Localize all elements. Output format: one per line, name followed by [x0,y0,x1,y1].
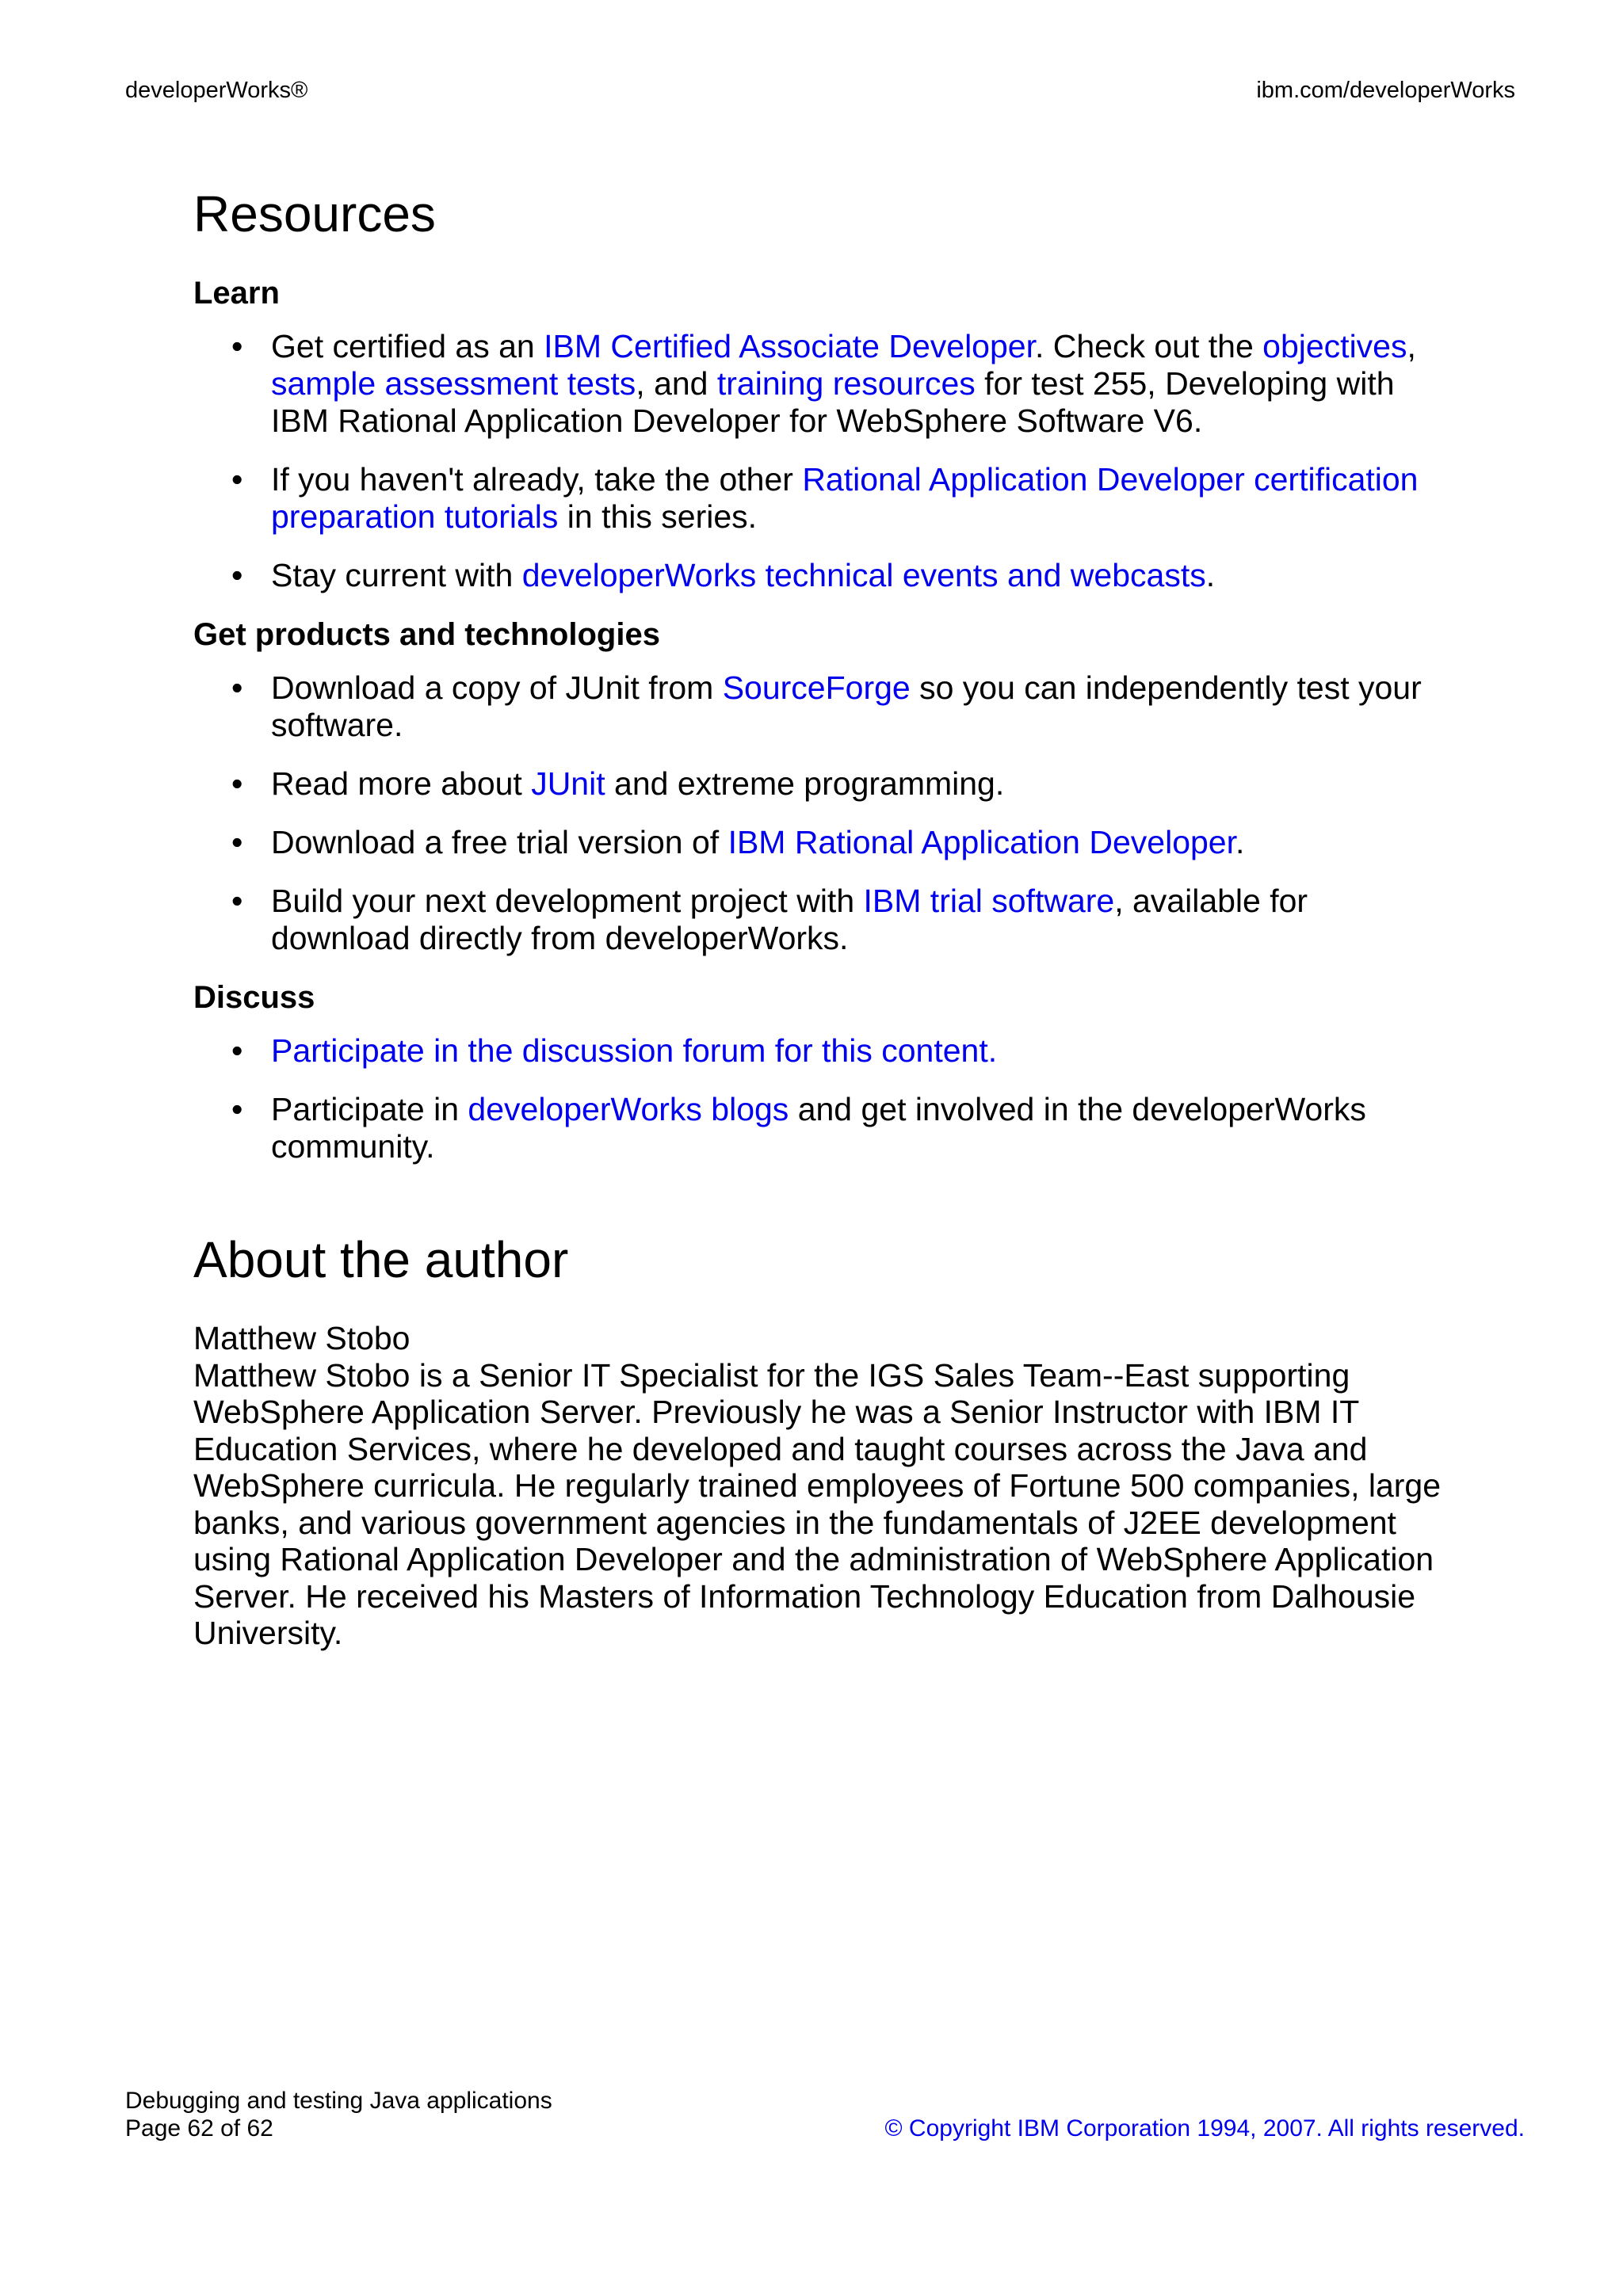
header-brand: developerWorks® [125,78,308,103]
main-content [193,182,1445,1652]
products-list [193,669,1445,957]
page-header [125,76,1515,105]
training-resources-link[interactable]: training resources [716,365,976,402]
list-item: • Build your next development project with IBM trial software, available for download directly from developerWorks. [193,883,1445,957]
ibm-trial-software-link[interactable]: IBM trial software [863,883,1115,919]
footer-page-number: Page 62 of 62 [125,2115,273,2142]
author-title: About the author [193,1231,569,1288]
list-item: • Download a free trial version of IBM Rational Application Developer. [193,824,1445,861]
products-heading: Get products and technologies [193,617,660,652]
rational-app-developer-link[interactable]: IBM Rational Application Developer [727,824,1235,860]
learn-heading: Learn [193,276,280,311]
certification-tutorials-link[interactable]: Rational Application Developer certification preparation tutorials [271,461,1419,535]
discussion-forum-link[interactable]: Participate in the discussion forum for this content. [271,1032,998,1069]
technical-events-link[interactable]: developerWorks technical events and webcasts [521,557,1206,593]
objectives-link[interactable]: objectives [1262,328,1407,364]
footer-doc-title: Debugging and testing Java applications [125,2088,552,2114]
list-item: • Stay current with developerWorks technical events and webcasts. [193,557,1445,594]
author-block [193,1320,1445,1652]
list-item [193,1032,1445,1070]
learn-list [193,328,1445,594]
sourceforge-link[interactable]: SourceForge [722,669,911,706]
list-item: • Participate in developerWorks blogs and get involved in the developerWorks community. [193,1091,1445,1165]
discuss-list [193,1032,1445,1165]
junit-link[interactable]: JUnit [531,765,605,802]
developerworks-blogs-link[interactable]: developerWorks blogs [468,1091,789,1127]
sample-assessment-tests-link[interactable]: sample assessment tests [271,365,636,402]
author-bio: Matthew Stobo is a Senior IT Specialist for the IGS Sales Team--East supporting WebSphere Application Server. Previously he was a Senior Instructor with IBM IT Education Services, where he developed and taught courses across the Java and WebSphere curricula. He regularly trained employees of Fortune 500 companies, large banks, and various government agencies in the fundamentals of J2EE development using Rational Application Developer and the administration of WebSphere Application Server. He received his Masters of Information Technology Education from Dalhousie University. [193,1356,1442,1651]
footer-info [125,2087,552,2142]
author-name: Matthew Stobo [193,1320,411,1356]
header-site: ibm.com/developerWorks [1256,78,1515,103]
list-item: • Get certified as an IBM Certified Associate Developer. Check out the objectives, sample assessment tests, and training resources for test 255, Developing with IBM Rational Application Developer for WebSphere Software V6. [193,328,1445,440]
resources-title: Resources [193,185,436,242]
copyright-link[interactable]: © Copyright IBM Corporation 1994, 2007. All rights reserved. [884,2115,1525,2142]
discuss-heading: Discuss [193,980,315,1015]
list-item: • Read more about JUnit and extreme programming. [193,765,1445,803]
list-item: • If you haven't already, take the other Rational Application Developer certification preparation tutorials in this series. [193,461,1445,536]
ibm-certified-associate-developer-link[interactable]: IBM Certified Associate Developer [544,328,1035,364]
list-item: • Download a copy of JUnit from SourceForge so you can independently test your software. [193,669,1445,744]
